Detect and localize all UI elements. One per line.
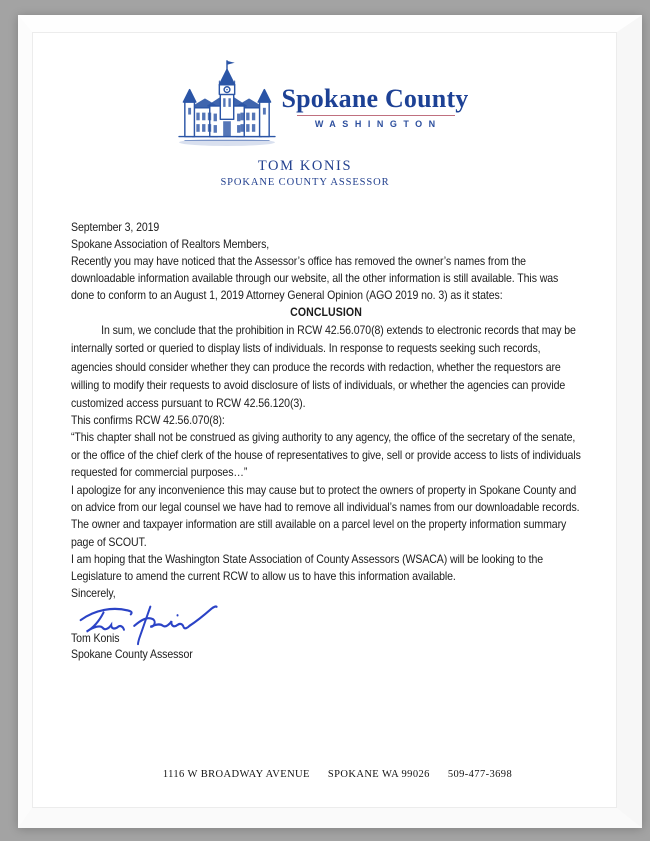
footer-phone: 509-477-3698: [447, 769, 513, 780]
paragraph-apology: I apologize for any inconvenience this may cause but to protect the owners of property in Spokane County and on advice from our legal counsel we have had to remove all individual’s names from our downloadable records. The owner and taxpayer information are still available on a parcel level on the property information summary page of SCOUT.: [71, 482, 580, 549]
paragraph-confirms-rcw: This confirms RCW 42.56.070(8):: [71, 413, 225, 428]
closing: Sincerely,: [71, 585, 116, 600]
office-holder: [51, 158, 559, 189]
footer-city-state-zip: SPOKANE WA 99026: [327, 769, 430, 780]
signer-title: Spokane County Assessor: [71, 646, 193, 661]
paragraph-wsaca: I am hoping that the Washington State Association of County Assessors (WSACA) will be looking to the Legislature to amend the current RCW to allow us to have this information available.: [71, 551, 544, 583]
letter-date: September 3, 2019: [71, 220, 160, 234]
letterhead: [71, 33, 579, 189]
org-subtitle: WASHINGTON: [314, 118, 442, 129]
paragraph-ago-conclusion: In sum, we conclude that the prohibition in RCW 42.56.070(8) extends to electronic records that may be internally sorted or queried to display lists of individuals. In response to requests seeking such records, agencies should consider whether they can produce the records with redaction, whether the requestors are willing to modify their requests to avoid disclosure of lists of individuals, or whether the agencies can provide customized access pursuant to RCW 42.56.120(3).: [71, 323, 576, 411]
county-logo: [67, 58, 575, 150]
letter-body: [71, 219, 581, 662]
signer-name: Tom Konis: [71, 630, 120, 645]
courthouse-building-icon: [173, 58, 281, 150]
org-name: Spokane County: [281, 83, 469, 113]
letter-content: [33, 33, 616, 807]
salutation: Spokane Association of Realtors Members,: [71, 237, 270, 251]
picture-frame: [18, 15, 642, 828]
paragraph-rcw-quote: “This chapter shall not be construed as giving authority to any agency, the office of the secretary of the senate, or the office of the chief clerk of the house of representatives to give, sell or provide access to lists of individuals requested for commercial purposes…”: [71, 430, 581, 480]
county-wordmark: [281, 83, 469, 129]
footer-address: 1116 W BROADWAY AVENUE: [162, 769, 310, 780]
letter-footer: [46, 769, 629, 780]
office-holder-title: SPOKANE COUNTY ASSESSOR: [220, 177, 390, 188]
office-holder-name: TOM KONIS: [257, 158, 353, 174]
paragraph-intro: Recently you may have noticed that the Assessor’s office has removed the owner’s names from the downloadable information available through our website, all the other information is still available. This was done to conform to an August 1, 2019 Attorney General Opinion (AGO 2019 no. 3) as it states:: [71, 254, 559, 302]
red-rule-divider: [297, 115, 454, 116]
letter-page: [32, 32, 617, 808]
conclusion-heading: CONCLUSION: [290, 305, 362, 319]
